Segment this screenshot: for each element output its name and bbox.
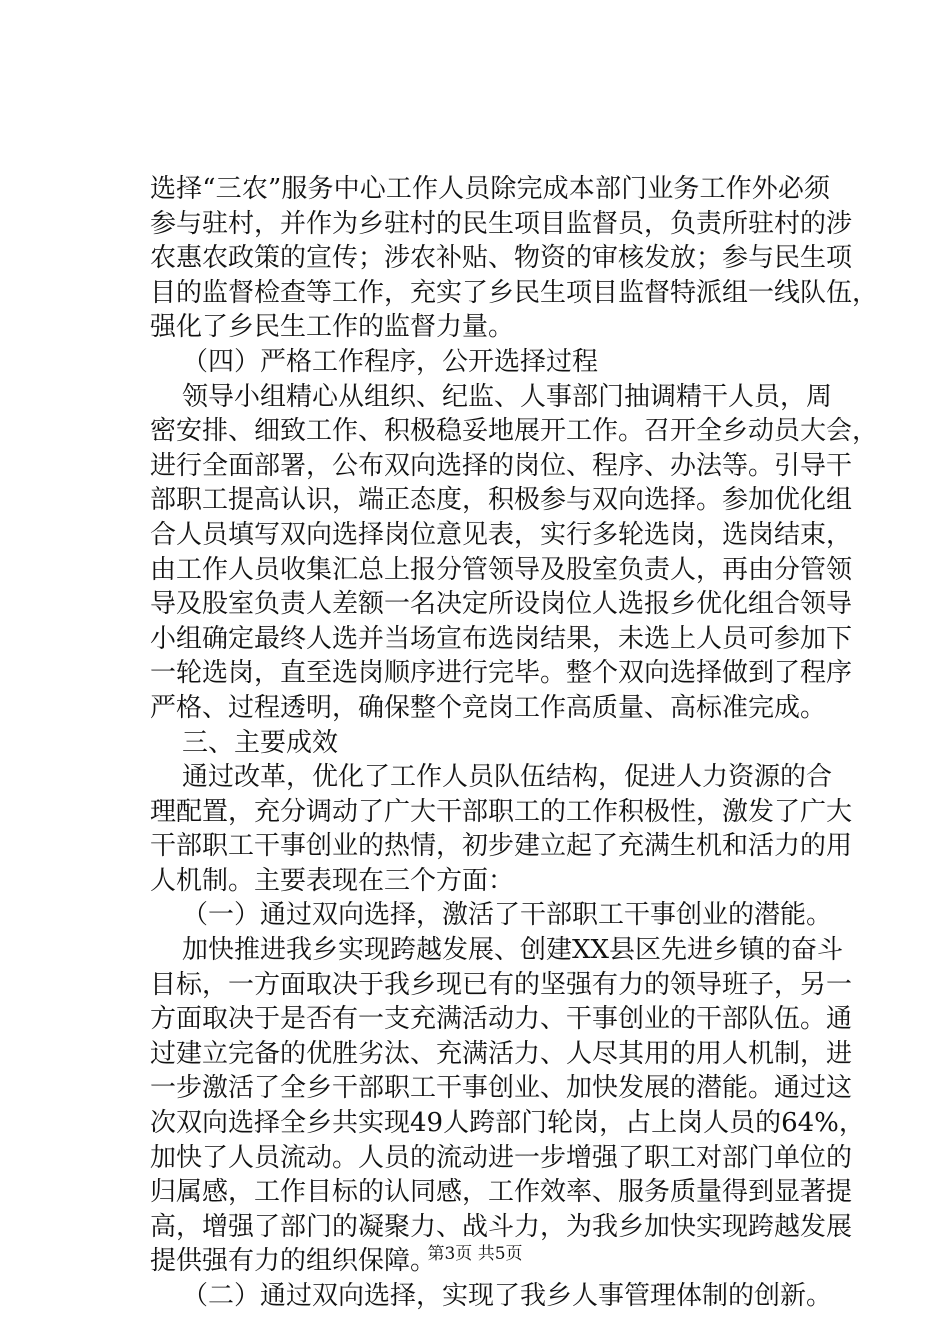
document-body [150,172,879,1314]
para-reform-results [150,760,853,898]
para-leadership-group [150,380,879,726]
text-line: （一）通过双向选择，激活了干部职工干事创业的潜能。 [182,900,833,931]
text-line: 选择“三农”服务中心工作人员除完成本部门业务工作外必须 [150,174,830,204]
text-line: 目的监督检查等工作，充实了乡民生项目监督特派组一线队伍， [150,277,879,308]
text-line: 由工作人员收集汇总上报分管领导及股室负责人，再由分管领 [150,554,853,585]
text-line: 强化了乡民生工作的监督力量。 [150,312,515,343]
para-sannong-service [150,172,879,345]
text-line: 合人员填写双向选择岗位意见表，实行多轮选岗，选岗结束， [150,519,853,550]
text-line: 进行全面部署，公布双向选择的岗位、程序、办法等。引导干 [150,450,853,481]
text-line: （二）通过双向选择，实现了我乡人事管理体制的创新。 [182,1281,833,1311]
text-line: 小组确定最终人选并当场宣布选岗结果，未选上人员可参加下 [150,623,853,654]
text-line: 归属感，工作目标的认同感，工作效率、服务质量得到显著提 [150,1177,853,1208]
heading-main-results [150,726,830,761]
text-line: 干部职工干事创业的热情，初步建立起了充满生机和活力的用 [150,831,853,862]
heading-activate-potential [150,898,833,933]
text-line: 导及股室负责人差额一名决定所设岗位人选报乡优化组合领导 [150,589,853,620]
page-footer: 第3页 共5页 [427,1244,523,1264]
text-line: 目标，一方面取决于我乡现已有的坚强有力的领导班子，另一 [150,969,853,1000]
text-line: 理配置，充分调动了广大干部职工的工作积极性，激发了广大 [150,796,853,827]
text-line: 部职工提高认识，端正态度，积极参与双向选择。参加优化组 [150,485,853,516]
text-line: 严格、过程透明，确保整个竞岗工作高质量、高标准完成。 [150,692,827,723]
text-line: 过建立完备的优胜劣汰、充满活力、人尽其用的用人机制，进 [150,1038,853,1069]
text-line: 参与驻村，并作为乡驻村的民生项目监督员，负责所驻村的涉 [150,208,853,239]
text-line: 领导小组精心从组织、纪监、人事部门抽调精干人员，周 [182,381,833,412]
text-line: 一步激活了全乡干部职工干事创业、加快发展的潜能。通过这 [150,1073,853,1104]
text-line: 加快推进我乡实现跨越发展、创建XX县区先进乡镇的奋斗 [182,935,844,966]
text-line: 方面取决于是否有一支充满活动力、干事创业的干部队伍。通 [150,1004,853,1035]
text-line: 三、主要成效 [182,727,339,758]
text-line: 通过改革，优化了工作人员队伍结构，促进人力资源的合 [182,762,833,793]
heading-personnel-innovation [150,1279,833,1314]
para-leapfrog-development [150,933,865,1279]
text-line: 高，增强了部门的凝聚力、战斗力，为我乡加快实现跨越发展 [150,1211,853,1242]
heading-strict-procedure [150,345,830,380]
text-line: 一轮选岗，直至选岗顺序进行完毕。整个双向选择做到了程序 [150,658,853,689]
text-line: 密安排、细致工作、积极稳妥地展开工作。召开全乡动员大会， [150,416,879,447]
text-line: 人机制。主要表现在三个方面： [150,865,515,896]
text-line: 农惠农政策的宣传；涉农补贴、物资的审核发放；参与民生项 [150,243,853,274]
text-line: 次双向选择全乡共实现49人跨部门轮岗，占上岗人员的64%， [150,1108,865,1139]
text-line: （四）严格工作程序，公开选择过程 [182,346,599,377]
text-line: 提供强有力的组织保障。 [150,1246,437,1277]
text-line: 加快了人员流动。人员的流动进一步增强了职工对部门单位的 [150,1142,853,1173]
